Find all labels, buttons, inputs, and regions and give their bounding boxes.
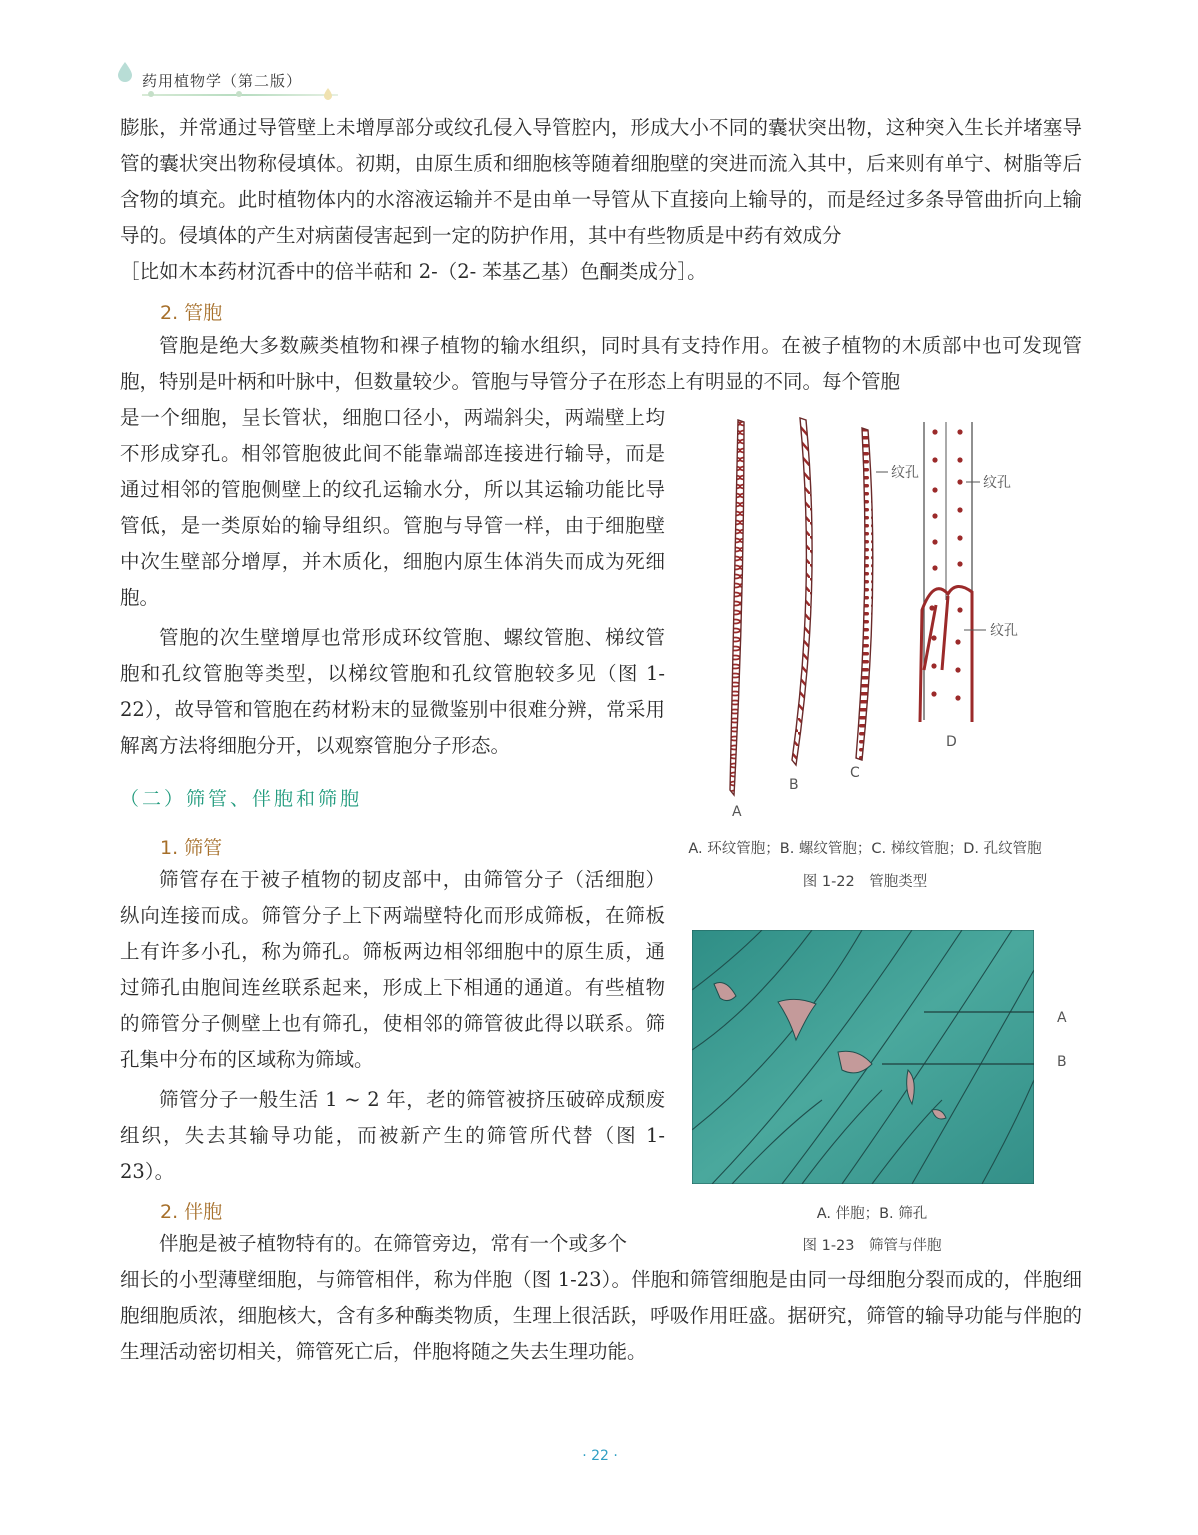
pit-label-c: 纹孔 xyxy=(891,465,919,481)
subheading-companion: 2. 伴胞 xyxy=(160,1201,223,1223)
tracheid-annular xyxy=(730,420,744,795)
label-companion-cell: A xyxy=(1057,1010,1067,1026)
pit-label-d-bottom: 纹孔 xyxy=(990,623,1018,639)
section-heading-sieve: （二）筛管、伴胞和筛胞 xyxy=(120,788,363,810)
label-d: D xyxy=(946,734,957,750)
subheading-tracheid: 2. 管胞 xyxy=(160,302,223,324)
paragraph-text: 膨胀，并常通过导管壁上未增厚部分或纹孔侵入导管腔内，形成大小不同的囊状突出物，这种突入生长并堵塞导管的囊状突出物称侵填体。初期，由原生质和细胞核等随着细胞壁的突进而流入其中，后来则有单宁、树脂等后含物的填充。此时植物体内的水溶液运输并不是由单一导管从下直接向上输导的，而是经过多条导管曲折向上输导的。侵填体的产生对病菌侵害起到一定的防护作用，其中有些物质是中药有效成分 xyxy=(120,116,1082,247)
small-drop-icon xyxy=(324,88,332,100)
figure-legend-1-22: A. 环纹管胞；B. 螺纹管胞；C. 梯纹管胞；D. 孔纹管胞 xyxy=(688,841,1042,857)
figure-tracheid-types xyxy=(690,410,1090,830)
paragraph-tracheid-types: 管胞的次生壁增厚也常形成环纹管胞、螺纹管胞、梯纹管胞和孔纹管胞等类型，以梯纹管胞和孔纹管胞较多见（图 1-22），故导管和管胞在药材粉末的显微鉴别中很难分辨，常采用解离方法将细胞分开，以观察管胞分子形态。 xyxy=(120,626,665,757)
tracheid-scalariform xyxy=(856,428,888,760)
tracheid-pitted xyxy=(920,422,986,722)
figure-legend-1-23: A. 伴胞；B. 筛孔 xyxy=(816,1206,928,1222)
label-a: A xyxy=(732,804,742,820)
paragraph-sieve-life: 筛管分子一般生活 1 ~ 2 年，老的筛管被挤压破碎成颓废组织，失去其输导功能，而被新产生的筛管所代替（图 1-23）。 xyxy=(120,1088,665,1183)
subheading-sieve-tube: 1. 筛管 xyxy=(160,837,223,859)
paragraph-sieve-tube: 筛管存在于被子植物的韧皮部中，由筛管分子（活细胞）纵向连接而成。筛管分子上下两端壁特化而形成筛板，在筛板上有许多小孔，称为筛孔。筛板两边相邻细胞中的原生质，通过筛孔由胞间连丝联系起来，形成上下相通的通道。有些植物的筛管分子侧壁上也有筛孔，使相邻的筛管彼此得以联系。筛孔集中分布的区域称为筛域。 xyxy=(120,868,665,1071)
book-title: 药用植物学（第二版） xyxy=(142,72,303,90)
tracheid-spiral xyxy=(792,418,812,765)
header-dot xyxy=(236,91,242,97)
paragraph-text-end: ［比如木本药材沉香中的倍半萜和 2-（2- 苯基乙基）色酮类成分］。 xyxy=(120,260,707,283)
pit-label-d-top: 纹孔 xyxy=(983,475,1011,491)
label-b: B xyxy=(789,777,799,793)
paragraph-tylosis xyxy=(120,110,1082,290)
figure-caption-1-23: 图 1-23 筛管与伴胞 xyxy=(802,1238,942,1254)
label-c: C xyxy=(850,765,860,781)
header-dot xyxy=(148,91,154,97)
figure-sieve-tube xyxy=(692,930,1034,1184)
page-number: · 22 · xyxy=(582,1448,618,1464)
paragraph-tracheid-intro: 管胞是绝大多数蕨类植物和裸子植物的输水组织，同时具有支持作用。在被子植物的木质部中也可发现管胞，特别是叶柄和叶脉中，但数量较少。管胞与导管分子在形态上有明显的不同。每个管胞 xyxy=(120,334,1082,393)
figure-caption-1-22: 图 1-22 管胞类型 xyxy=(802,874,928,890)
paragraph-companion-start: 伴胞是被子植物特有的。在筛管旁边，常有一个或多个 xyxy=(159,1232,628,1255)
running-header xyxy=(118,62,348,102)
label-sieve-pore: B xyxy=(1057,1054,1067,1070)
water-drop-icon xyxy=(118,62,132,82)
paragraph-companion-cont: 细长的小型薄壁细胞，与筛管相伴，称为伴胞（图 1-23）。伴胞和筛管细胞是由同一母细胞分裂而成的，伴胞细胞细胞质浓，细胞核大，含有多种酶类物质，生理上很活跃，呼吸作用旺盛。据研究，筛管的输导功能与伴胞的生理活动密切相关，筛管死亡后，伴胞将随之失去生理功能。 xyxy=(120,1268,1082,1363)
paragraph-tracheid-cont: 是一个细胞，呈长管状，细胞口径小，两端斜尖，两端壁上均不形成穿孔。相邻管胞彼此间不能靠端部连接进行输导，而是通过相邻的管胞侧壁上的纹孔运输水分，所以其运输功能比导管低，是一类原始的输导组织。管胞与导管一样，由于细胞壁中次生壁部分增厚，并木质化，细胞内原生体消失而成为死细胞。 xyxy=(120,406,665,609)
